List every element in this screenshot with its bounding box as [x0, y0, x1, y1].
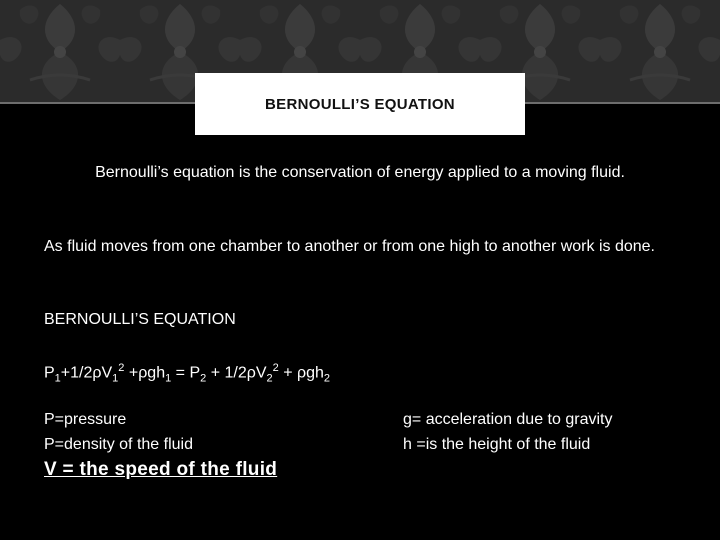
definitions-left	[44, 407, 193, 457]
definition-density: Ρ=density of the fluid	[44, 436, 193, 453]
subheading: BERNOULLI’S EQUATION	[44, 311, 236, 328]
title-box	[195, 73, 525, 135]
definition-gravity: g= acceleration due to gravity	[403, 411, 613, 428]
work-paragraph: As fluid moves from one chamber to another or from one high to another work is done.	[44, 238, 655, 255]
slide-title: BERNOULLI’S EQUATION	[265, 95, 455, 113]
intro-paragraph: Bernoulli’s equation is the conservation of energy applied to a moving fluid.	[95, 164, 625, 181]
speed-definition: V = the speed of the fluid	[44, 459, 278, 480]
definitions-right	[403, 407, 612, 457]
definition-pressure: P=pressure	[44, 411, 127, 428]
definition-height: h =is the height of the fluid	[403, 436, 591, 453]
bernoulli-equation: $P_1+1/2\rho V_1^2 +\rho gh_1 = P_2 + 1/2\rho V_2^2 + \rho gh_2$	[44, 362, 331, 385]
